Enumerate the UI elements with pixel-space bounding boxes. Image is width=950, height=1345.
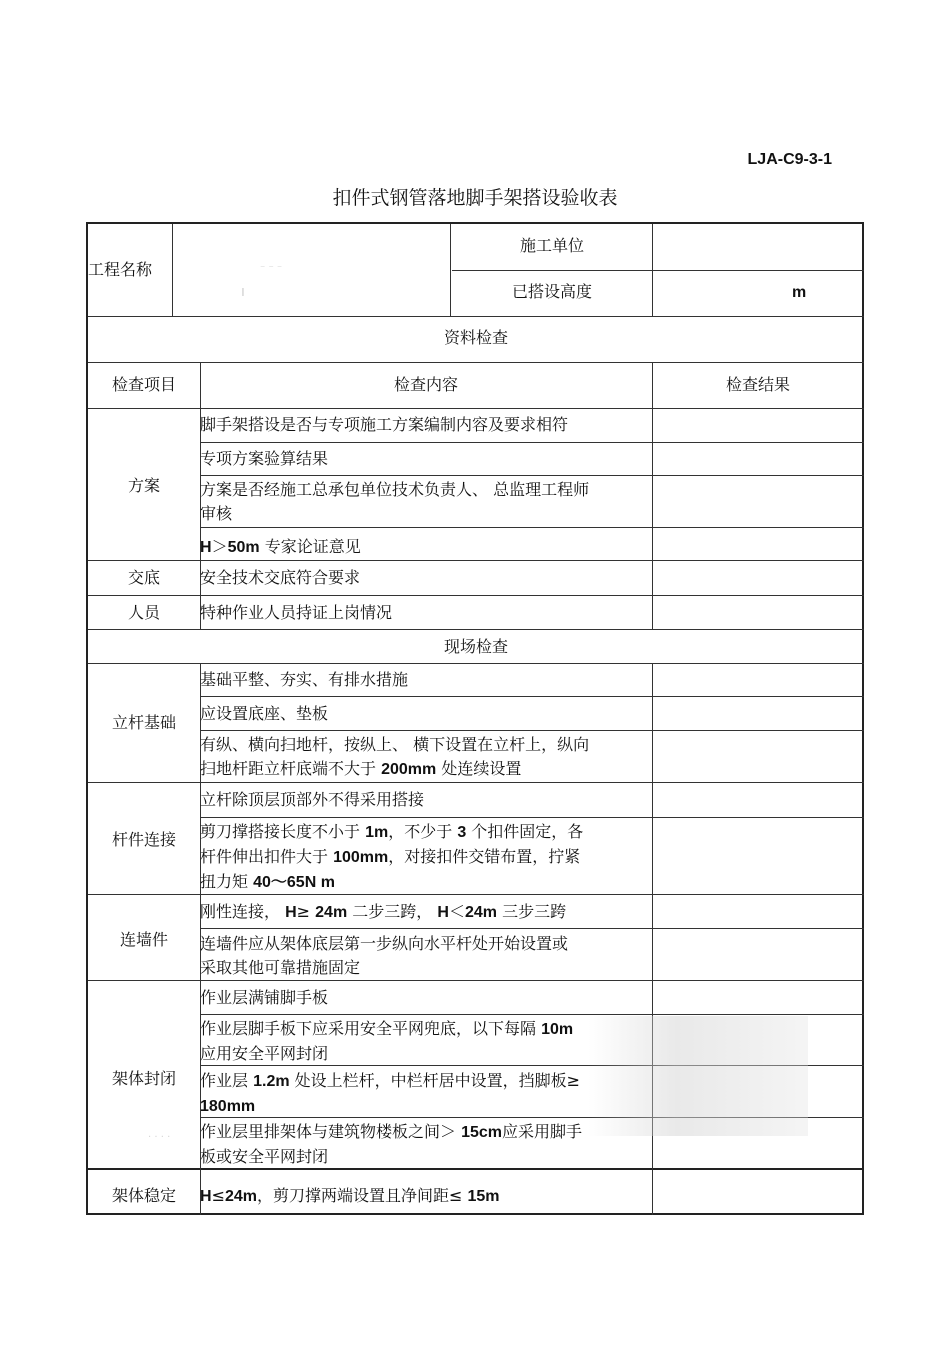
column-result-header: 检查结果: [725, 375, 790, 394]
connection-row-1: 立杆除顶层顶部外不得采用搭接: [200, 790, 425, 809]
column-item-header: 检查项目: [111, 375, 176, 394]
plan-row-4: H＞50m 专家论证意见: [200, 537, 361, 556]
briefing-row: 安全技术交底符合要求: [200, 568, 361, 587]
enclosure-row-2: 作业层脚手板下应采用安全平网兜底，以下每隔 10m 应用安全平网封闭: [200, 1019, 574, 1063]
project-name-field[interactable]: [173, 225, 449, 315]
form-code: LJA-C9-3-1: [747, 151, 832, 168]
result-cell[interactable]: [653, 929, 864, 979]
inspection-table: [86, 222, 864, 1215]
personnel-row: 特种作业人员持证上岗情况: [200, 603, 393, 622]
foundation-label: 立杆基础: [111, 713, 176, 732]
construction-unit-label: 施工单位: [519, 236, 584, 255]
result-cell[interactable]: [653, 443, 864, 474]
result-cell[interactable]: [653, 731, 864, 781]
faint-mark: ı: [241, 284, 245, 300]
plan-row-1: 脚手架搭设是否与专项施工方案编制内容及要求相符: [200, 415, 569, 434]
result-cell[interactable]: [653, 981, 864, 1013]
result-cell[interactable]: [653, 528, 864, 559]
page-title: 扣件式钢管落地脚手架搭设验收表: [332, 187, 618, 209]
wall-tie-row-2: 连墙件应从架体底层第一步纵向水平杆处开始设置或 采取其他可靠措施固定: [200, 934, 569, 977]
height-unit: m: [792, 284, 807, 301]
wall-tie-label: 连墙件: [119, 930, 168, 949]
result-cell[interactable]: [653, 895, 864, 927]
result-cell[interactable]: [653, 476, 864, 526]
plan-row-3: 方案是否经施工总承包单位技术负责人、 总监理工程师 审核: [200, 480, 590, 523]
stability-label: 架体稳定: [111, 1186, 176, 1205]
wall-tie-row-1: 刚性连接， H≥ 24m 二步三跨， H＜24m 三步三跨: [200, 902, 567, 921]
project-name-label: 工程名称: [88, 260, 153, 279]
result-cell[interactable]: [653, 697, 864, 729]
result-cell[interactable]: [653, 1015, 864, 1064]
foundation-row-2: 应设置底座、垫板: [200, 704, 329, 723]
plan-row-2: 专项方案验算结果: [200, 449, 329, 468]
connection-row-2: 剪刀撑搭接长度不小于 1m，不少于 3 个扣件固定，各 杆件伸出扣件大于 100mm，对接扣件交错布置，拧紧 扭力矩 40～65N m: [200, 822, 584, 891]
connection-label: 杆件连接: [111, 830, 176, 849]
result-cell[interactable]: [653, 596, 864, 628]
result-cell[interactable]: [653, 664, 864, 695]
result-cell[interactable]: [653, 1118, 864, 1167]
result-cell[interactable]: [653, 783, 864, 816]
foundation-row-3: 有纵、横向扫地杆，按纵上、 横下设置在立杆上，纵向 扫地杆距立杆底端不大于 200mm 处连续设置: [200, 735, 590, 778]
stability-row: H≤24m，剪刀撑两端设置且净间距≤ 15m: [200, 1186, 500, 1205]
enclosure-row-4: 作业层里排架体与建筑物楼板之间＞ 15cm应采用脚手 板或安全平网封闭: [200, 1122, 583, 1166]
faint-smudge: · · · ·: [148, 1132, 171, 1143]
enclosure-label: 架体封闭: [111, 1069, 176, 1088]
personnel-label: 人员: [127, 603, 160, 622]
foundation-row-1: 基础平整、夯实、有排水措施: [200, 670, 409, 689]
result-cell[interactable]: [653, 561, 864, 594]
height-label: 已搭设高度: [511, 282, 592, 301]
result-cell[interactable]: [653, 409, 864, 441]
enclosure-row-3: 作业层 1.2m 处设上栏杆，中栏杆居中设置，挡脚板≥ 180mm: [200, 1071, 581, 1115]
result-cell[interactable]: [653, 818, 864, 893]
plan-label: 方案: [127, 476, 160, 495]
construction-unit-field[interactable]: [654, 225, 864, 269]
briefing-label: 交底: [127, 568, 160, 587]
section-site-check: 现场检查: [443, 637, 508, 656]
result-cell[interactable]: [653, 1066, 864, 1116]
section-docs-check: 资料检查: [443, 328, 508, 347]
result-cell[interactable]: [653, 1170, 864, 1214]
enclosure-row-1: 作业层满铺脚手板: [200, 988, 329, 1007]
faint-stamp-mark: ⁻ ⁻ ⁻: [260, 264, 283, 275]
column-content-header: 检查内容: [393, 375, 458, 394]
